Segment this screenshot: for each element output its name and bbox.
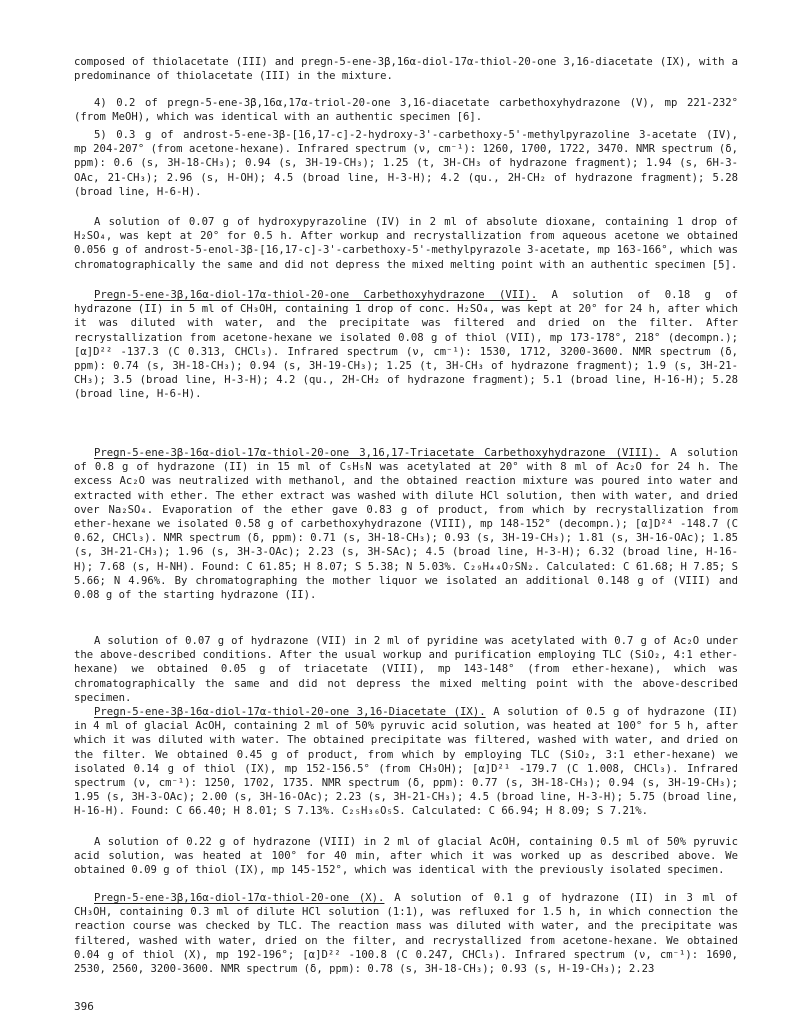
section-heading: Pregn-5-ene-3β-16α-diol-17α-thiol-20-one 3,16,17-Triacetate Carbethoxyhydrazone (VIII). xyxy=(94,447,661,459)
paragraph-acetylation xyxy=(74,634,738,705)
section-heading: Pregn-5-ene-3β-16α-diol-17α-thiol-20-one 3,16-Diacetate (IX). xyxy=(94,706,486,718)
paragraph-text: A solution of 0.07 g of hydroxypyrazoline (IV) in 2 ml of absolute dioxane, containing 1 drop of H₂SO₄, was kept at 20° for 0.5 h. After workup and recrystallization from aqueous acetone we obtained 0.056 g of androst-5-enol-3β-[16,17-c]-3'-carbethoxy-5'-methylpyrazole 3-acetate, mp 163-166°, which was chromatographically the same and did not depress the mixed melting point with an authentic specimen [5]. xyxy=(74,216,738,271)
paragraph-compound-vii xyxy=(74,288,738,402)
paragraph-compound-x xyxy=(74,891,738,976)
paragraph-continuation xyxy=(74,55,738,83)
section-heading: Pregn-5-ene-3β,16α-diol-17α-thiol-20-one (X). xyxy=(94,892,385,904)
paragraph-text: A solution of 0.18 g of hydrazone (II) in 5 ml of CH₃OH, containing 1 drop of conc. H₂SO₄, was kept at 20° for 24 h, after which it was diluted with water, and the precipitate was filtered and dried on the filter. After recrystallization from acetone-hexane we isolated 0.08 g of thiol (VII), mp 173-178°, 218° (decompn.); [α]D²² -137.3 (C 0.313, CHCl₃). Infrared spectrum (ν, cm⁻¹): 1530, 1712, 3200-3600. NMR spectrum (δ, ppm): 0.74 (s, 3H-18-CH₃); 0.94 (s, 3H-19-CH₃); 1.25 (t, 3H-CH₃ of hydrazone fragment); 1.9 (s, 3H-21-CH₃); 3.5 (broad line, H-3-H); 4.2 (qu., 2H-CH₂ of hydrazone fragment); 5.1 (broad line, H-16-H); 5.28 (broad line, H-6-H). xyxy=(74,289,739,401)
paragraph-text: A solution of 0.5 g of hydrazone (II) in 4 ml of glacial AcOH, containing 2 ml of 50% pyruvic acid solution, was heated at 100° for 5 h, after which it was diluted with water. The obtained precipitate was filtered, washed with water, and dried on the filter. We obtained 0.45 g of product, from which by employing TLC (SiO₂, 3:1 ether-hexane) we isolated 0.14 g of thiol (IX), mp 152-156.5° (from CH₃OH); [α]D²¹ -179.7 (C 1.008, CHCl₃). Infrared spectrum (ν, cm⁻¹): 1250, 1702, 1735. NMR spectrum (δ, ppm): 0.77 (s, 3H-18-CH₃); 0.94 (s, 3H-19-CH₃); 1.95 (s, 3H-3-OAc); 2.00 (s, 3H-16-OAc); 2.23 (s, 3H-21-CH₃); 4.5 (broad line, H-3-H); 5.75 (broad line, H-16-H). Found: C 66.40; H 8.01; S 7.13%. C₂₅H₃₆O₅S. Calculated: C 66.94; H 8.09; S 7.21%. xyxy=(74,706,738,818)
paragraph-text: A solution of 0.22 g of hydrazone (VIII) in 2 ml of glacial AcOH, containing 0.5 ml of 50% pyruvic acid solution, was heated at 100° for 40 min, after which it was worked up as described above. We obtained 0.09 g of thiol (IX), mp 145-152°, which was identical with the previously isolated specimen. xyxy=(74,836,738,877)
paragraph-text: A solution of 0.07 g of hydrazone (VII) in 2 ml of pyridine was acetylated with 0.7 g of Ac₂O under the above-described conditions. After the usual workup and purification employing TLC (SiO₂, 4:1 ether-hexane) we obtained 0.05 g of triacetate (VIII), mp 143-148° (from ether-hexane), which was chromatographically the same and did not depress the mixed melting point with the above-described specimen. xyxy=(74,635,738,704)
page-number: 396 xyxy=(74,1000,94,1013)
paragraph-text: 5) 0.3 g of androst-5-ene-3β-[16,17-c]-2-hydroxy-3'-carbethoxy-5'-methylpyrazoline 3-acetate (IV), mp 204-207° (from acetone-hexane). Infrared spectrum (ν, cm⁻¹): 1260, 1700, 1722, 3470. NMR spectrum (δ, ppm): 0.6 (s, 3H-18-CH₃); 0.94 (s, 3H-19-CH₃); 1.25 (t, 3H-CH₃ of hydrazone fragment); 1.94 (s, 6H-3-OAc, 21-CH₃); 2.96 (s, H-OH); 4.5 (broad line, H-3-H); 4.2 (qu., 2H-CH₂ of hydrazone fragment); 5.28 (broad line, H-6-H). xyxy=(74,129,738,198)
paragraph-item-5 xyxy=(74,128,738,199)
paragraph-compound-viii xyxy=(74,446,738,602)
paragraph-item-4 xyxy=(74,96,738,124)
paragraph-pyruvic xyxy=(74,835,738,878)
paragraph-text: 4) 0.2 of pregn-5-ene-3β,16α,17α-triol-20-one 3,16-diacetate carbethoxyhydrazone (V), mp 221-232° (from MeOH), which was identical with an authentic specimen [6]. xyxy=(74,97,738,124)
paragraph-text: A solution of 0.8 g of hydrazone (II) in 15 ml of C₅H₅N was acetylated at 20° with 8 ml of Ac₂O for 24 h. The excess Ac₂O was neutralized with methanol, and the obtained reaction mixture was poured into water and extracted with ether. The ether extract was washed with dilute HCl solution, then with water, and dried over Na₂SO₄. Evaporation of the ether gave 0.83 g of product, from which by recrystallization from ether-hexane we isolated 0.58 g of carbethoxyhydrazone (VIII), mp 148-152° (decompn.); [α]D²⁴ -148.7 (C 0.62, CHCl₃). NMR spectrum (δ, ppm): 0.71 (s, 3H-18-CH₃); 0.93 (s, 3H-19-CH₃); 1.81 (s, 3H-16-OAc); 1.85 (s, 3H-21-CH₃); 1.96 (s, 3H-3-OAc); 2.23 (s, 3H-SAc); 4.5 (broad line, H-3-H); 6.32 (broad line, H-16-H); 7.68 (s, H-NH). Found: C 61.85; H 8.07; S 5.38; N 5.03%. C₂₉H₄₄O₇SN₂. Calculated: C 61.68; H 7.85; S 5.66; N 4.96%. By chromatographing the mother liquor we isolated an additional 0.148 g of (VIII) and 0.08 g of the starting hydrazone (II). xyxy=(74,447,738,602)
paragraph-text: composed of thiolacetate (III) and pregn-5-ene-3β,16α-diol-17α-thiol-20-one 3,16-diacetate (IX), with a predominance of thiolacetate (III) in the mixture. xyxy=(74,56,738,83)
section-heading: Pregn-5-ene-3β,16α-diol-17α-thiol-20-one Carbethoxyhydrazone (VII). xyxy=(94,289,538,301)
paragraph-dehydration xyxy=(74,215,738,272)
paragraph-compound-ix xyxy=(74,705,738,819)
paragraph-text: A solution of 0.1 g of hydrazone (II) in 3 ml of CH₃OH, containing 0.3 ml of dilute HCl solution (1:1), was refluxed for 1.5 h, in which connection the reaction course was checked by TLC. The reaction mass was diluted with water, and the precipitate was filtered, washed with water, dried on the filter, and recrystallized from acetone-hexane. We obtained 0.04 g of thiol (X), mp 192-196°; [α]D²² -100.8 (C 0.247, CHCl₃). Infrared spectrum (ν, cm⁻¹): 1690, 2530, 2560, 3200-3600. NMR spectrum (δ, ppm): 0.78 (s, 3H-18-CH₃); 0.93 (s, H-19-CH₃); 2.23 xyxy=(74,892,738,976)
